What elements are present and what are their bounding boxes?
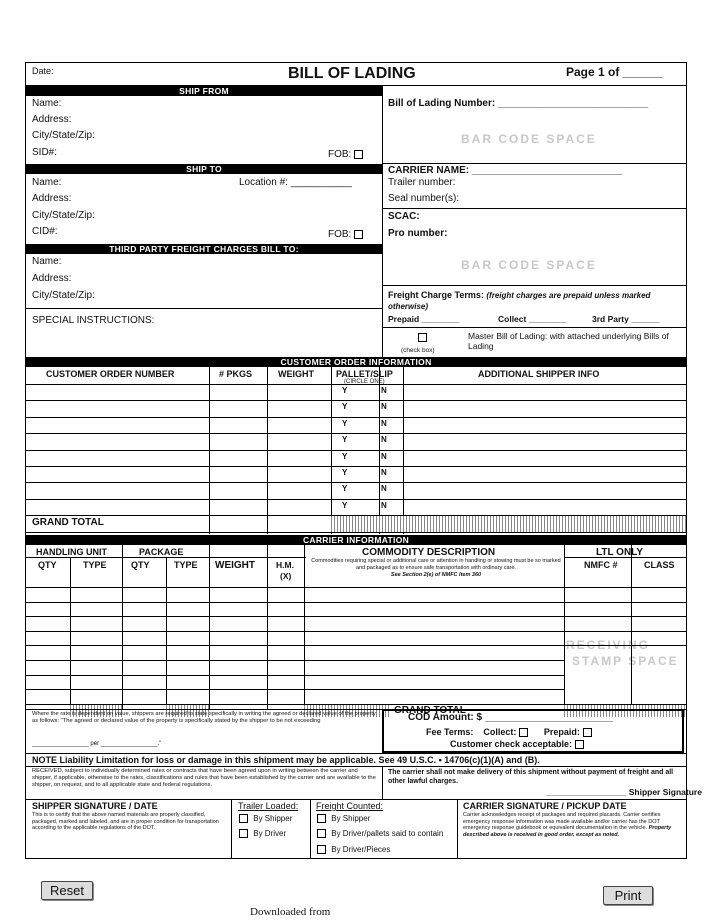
freight-charge-terms: Freight Charge Terms: (freight charges are prepaid unless marked otherwise) bbox=[388, 290, 651, 311]
carrier-name[interactable]: CARRIER NAME: ___________________________ bbox=[388, 165, 623, 176]
carrier-row-rule bbox=[26, 602, 686, 603]
carrier-col-rule bbox=[631, 545, 632, 709]
carrier-row-rule bbox=[26, 675, 564, 676]
ship-to-city[interactable]: City/State/Zip: bbox=[32, 210, 95, 221]
ship-from-address[interactable]: Address: bbox=[32, 114, 72, 125]
receiving-stamp-2: STAMP SPACE bbox=[572, 654, 679, 668]
pro-number[interactable]: Pro number: bbox=[388, 228, 448, 239]
seal-number[interactable]: Seal number(s): bbox=[388, 193, 460, 204]
carrier-acknowledgement: Carrier acknowledges receipt of packages and required placards. Carrier certifies emergency response information was made available and/or carrier has the DOT emergency response guidebook or equivalent documentation in the vehicle. Property described above is received in good order, except as noted. bbox=[463, 812, 672, 838]
ship-from-sid[interactable]: SID#: bbox=[32, 147, 58, 158]
pallet-no[interactable]: N bbox=[381, 468, 387, 477]
carrier-col-rule bbox=[209, 545, 210, 709]
carrier-signature-title: CARRIER SIGNATURE / PICKUP DATE bbox=[463, 801, 627, 811]
ship-to-location[interactable]: Location #: ___________ bbox=[239, 177, 352, 188]
master-bol-label: Master Bill of Lading: with attached underlying Bills of Lading bbox=[468, 331, 669, 351]
trailer-by-shipper: By Shipper bbox=[236, 814, 292, 823]
prepaid-field[interactable]: Prepaid ________ bbox=[388, 314, 460, 324]
carrier-col-rule bbox=[304, 545, 305, 709]
trailer-by-shipper-checkbox[interactable] bbox=[239, 814, 248, 823]
received-text: RECEIVED, subject to individually determined rates or contracts that have been agreed upon in writing between the carrier and shipper, if applicable, otherwise to the rates, classifications and rules that have been established by the carrier and are available to the shipper, on request, and to all applicable state and federal regulations. bbox=[32, 768, 376, 788]
third-party-address[interactable]: Address: bbox=[32, 273, 72, 284]
bill-of-lading-form bbox=[25, 62, 702, 859]
order-header-rule bbox=[26, 384, 686, 385]
weight-header: WEIGHT bbox=[215, 560, 255, 571]
pallet-no[interactable]: N bbox=[381, 386, 387, 395]
ship-from-fob-checkbox[interactable] bbox=[354, 150, 363, 159]
carrier-row-rule bbox=[26, 645, 686, 646]
customer-check: Customer check acceptable: bbox=[450, 739, 587, 749]
col-customer-order-number: CUSTOMER ORDER NUMBER bbox=[46, 369, 175, 379]
form-title: BILL OF LADING bbox=[288, 65, 416, 82]
trailer-number[interactable]: Trailer number: bbox=[388, 177, 456, 188]
col-pkgs: # PKGS bbox=[219, 369, 253, 379]
carrier-col-rule bbox=[267, 545, 268, 709]
fee-terms: Fee Terms: Collect: Prepaid: bbox=[426, 727, 595, 737]
order-grand-total: GRAND TOTAL bbox=[32, 517, 104, 529]
pallet-yes[interactable]: Y bbox=[342, 468, 348, 477]
ship-to-address[interactable]: Address: bbox=[32, 193, 72, 204]
order-col-rule bbox=[403, 367, 404, 534]
pallet-no[interactable]: N bbox=[381, 451, 387, 461]
pallet-yes[interactable]: Y bbox=[342, 386, 348, 395]
third-party-field[interactable]: 3rd Party ______ bbox=[592, 314, 660, 324]
nmfc-header: NMFC # bbox=[584, 560, 618, 570]
commodity-ref: See Section 2(e) of NMFC Item 360 bbox=[390, 572, 482, 578]
order-row-rule bbox=[26, 433, 686, 434]
order-row-rule bbox=[26, 450, 686, 451]
fc-pieces-checkbox[interactable] bbox=[317, 845, 326, 854]
col-weight: WEIGHT bbox=[278, 369, 314, 379]
receiving-stamp-1: RECEIVING bbox=[566, 638, 651, 652]
pallet-yes[interactable]: Y bbox=[342, 500, 348, 510]
ship-from-fob: FOB: bbox=[328, 149, 366, 160]
handling-unit-header: HANDLING UNIT bbox=[36, 547, 107, 557]
bol-number[interactable]: Bill of Lading Number: ___________________________ bbox=[388, 98, 649, 109]
carrier-row-rule bbox=[26, 689, 564, 690]
order-row-rule bbox=[26, 400, 686, 401]
fee-prepaid-checkbox[interactable] bbox=[583, 728, 592, 737]
scac[interactable]: SCAC: bbox=[388, 211, 420, 222]
ship-from-city[interactable]: City/State/Zip: bbox=[32, 130, 95, 141]
pkg-type-header: TYPE bbox=[174, 560, 198, 570]
pallet-no[interactable]: N bbox=[381, 435, 387, 445]
order-row-rule bbox=[26, 466, 686, 467]
barcode-space-2: BAR CODE SPACE bbox=[461, 258, 597, 272]
order-row-rule bbox=[26, 499, 686, 500]
customer-order-table bbox=[26, 367, 686, 534]
order-col-rule bbox=[379, 367, 380, 534]
pallet-no[interactable]: N bbox=[381, 402, 387, 412]
package-header: PACKAGE bbox=[139, 547, 184, 557]
fc-pallets-checkbox[interactable] bbox=[317, 829, 326, 838]
order-row-rule bbox=[26, 482, 686, 483]
fc-by-shipper-checkbox[interactable] bbox=[317, 814, 326, 823]
shipper-signature-line[interactable]: _________________ Shipper Signature bbox=[546, 787, 702, 797]
third-party-bar: THIRD PARTY FREIGHT CHARGES BILL TO: bbox=[26, 244, 382, 254]
hu-type-header: TYPE bbox=[83, 560, 107, 570]
fc-by-shipper: By Shipper bbox=[314, 814, 370, 823]
trailer-by-driver: By Driver bbox=[236, 829, 286, 838]
commodity-header: COMMODITY DESCRIPTION bbox=[362, 547, 496, 558]
pallet-no[interactable]: N bbox=[381, 418, 387, 428]
order-row-rule bbox=[26, 532, 686, 533]
liability-note: NOTE Liability Limitation for loss or damage in this shipment may be applicable. See 49 U.S.C. • 14706(c)(1)(A) and (B). bbox=[32, 755, 540, 765]
pallet-no[interactable]: N bbox=[381, 500, 387, 510]
pallet-yes[interactable]: Y bbox=[342, 484, 348, 494]
ship-to-fob-checkbox[interactable] bbox=[354, 230, 363, 239]
carrier-delivery-note: The carrier shall not make delivery of this shipment without payment of freight and all other lawful charges. bbox=[388, 769, 674, 785]
col-additional-shipper-info: ADDITIONAL SHIPPER INFO bbox=[478, 369, 600, 379]
master-bol-checkbox[interactable] bbox=[418, 333, 427, 342]
freight-counted-label: Freight Counted: bbox=[316, 801, 384, 811]
carrier-header-rule bbox=[26, 587, 686, 588]
special-instructions[interactable]: SPECIAL INSTRUCTIONS: bbox=[32, 315, 155, 326]
reset-button[interactable]: Reset bbox=[41, 881, 93, 900]
fee-collect-checkbox[interactable] bbox=[519, 728, 528, 737]
pallet-yes[interactable]: Y bbox=[342, 418, 348, 428]
ship-to-name[interactable]: Name: bbox=[32, 177, 62, 188]
declared-value-line[interactable]: _________________ per _________________." bbox=[32, 741, 162, 747]
pallet-yes[interactable]: Y bbox=[342, 402, 348, 412]
ltl-subheader-rule bbox=[564, 557, 686, 558]
hm-x-header: (X) bbox=[280, 571, 292, 581]
order-col-rule bbox=[267, 367, 268, 534]
third-party-name[interactable]: Name: bbox=[32, 256, 62, 267]
fc-by-driver-pieces: By Driver/Pieces bbox=[314, 845, 390, 854]
ship-to-fob: FOB: bbox=[328, 229, 366, 240]
hu-qty-header: QTY bbox=[38, 560, 57, 570]
customer-check-checkbox[interactable] bbox=[575, 740, 584, 749]
order-total-hatch bbox=[331, 516, 686, 531]
carrier-col-rule bbox=[564, 545, 565, 709]
third-party-city[interactable]: City/State/Zip: bbox=[32, 290, 95, 301]
carrier-grand-total: GRAND TOTAL bbox=[394, 704, 466, 716]
downloaded-from-text: Downloaded from bbox=[250, 906, 331, 918]
pkg-qty-header: QTY bbox=[131, 560, 150, 570]
cod-amount[interactable]: COD Amount: $ _______________________ bbox=[408, 712, 613, 723]
carrier-row-rule bbox=[26, 631, 686, 632]
class-header: CLASS bbox=[644, 560, 675, 570]
shipper-signature-title: SHIPPER SIGNATURE / DATE bbox=[32, 801, 158, 811]
carrier-row-rule bbox=[26, 616, 686, 617]
ship-from-bar: SHIP FROM bbox=[26, 86, 382, 96]
circle-one-label: (CIRCLE ONE) bbox=[344, 379, 385, 385]
carrier-col-rule bbox=[122, 545, 123, 709]
print-button[interactable]: Print bbox=[603, 886, 653, 905]
pallet-no[interactable]: N bbox=[381, 484, 387, 494]
order-row-rule bbox=[26, 417, 686, 418]
carrier-row-rule bbox=[26, 660, 564, 661]
customer-order-bar: CUSTOMER ORDER INFORMATION bbox=[26, 357, 686, 367]
pallet-yes[interactable]: Y bbox=[342, 451, 348, 461]
carrier-col-rule bbox=[166, 557, 167, 709]
carrier-info-table bbox=[26, 545, 686, 716]
check-box-label: (check box) bbox=[401, 347, 435, 354]
rate-value-note: Where the rate is dependent on value, shippers are required to state specifically in writing the agreed or declared value of the property as follows: "The agreed or declared value of the property is specifically stated by the shipper to be not exceeding bbox=[32, 711, 376, 724]
cod-box bbox=[382, 709, 684, 753]
carrier-col-rule bbox=[70, 557, 71, 709]
carrier-info-bar: CARRIER INFORMATION bbox=[26, 535, 686, 545]
hm-header: H.M. bbox=[276, 560, 294, 570]
trailer-loaded-label: Trailer Loaded: bbox=[238, 801, 299, 811]
ship-to-bar: SHIP TO bbox=[26, 164, 382, 174]
fc-by-driver-pallets: By Driver/pallets said to contain bbox=[314, 829, 443, 838]
shipper-certification: This is to certify that the above named materials are properly classified, packaged, marked and labeled, and are in proper condition for transportation according to the applicable regulations of the DOT. bbox=[32, 812, 219, 831]
pallet-yes[interactable]: Y bbox=[342, 435, 348, 445]
date-label: Date: bbox=[32, 66, 54, 76]
ltl-only-header: LTL ONLY bbox=[596, 547, 644, 558]
col-pallet-slip: PALLET/SLIP bbox=[336, 369, 393, 379]
trailer-by-driver-checkbox[interactable] bbox=[239, 829, 248, 838]
page-count: Page 1 of ______ bbox=[566, 65, 663, 79]
ship-to-cid[interactable]: CID#: bbox=[32, 226, 58, 237]
barcode-space-1: BAR CODE SPACE bbox=[461, 132, 597, 146]
ship-from-name[interactable]: Name: bbox=[32, 98, 62, 109]
commodity-note: Commodities requiring special or additional care or attention in handling or stowing must be so marked and packaged as to ensure safe transportation with ordinary care. bbox=[311, 558, 561, 571]
order-col-rule bbox=[331, 367, 332, 534]
collect-field[interactable]: Collect ________ bbox=[498, 314, 567, 324]
order-col-rule bbox=[209, 367, 210, 534]
